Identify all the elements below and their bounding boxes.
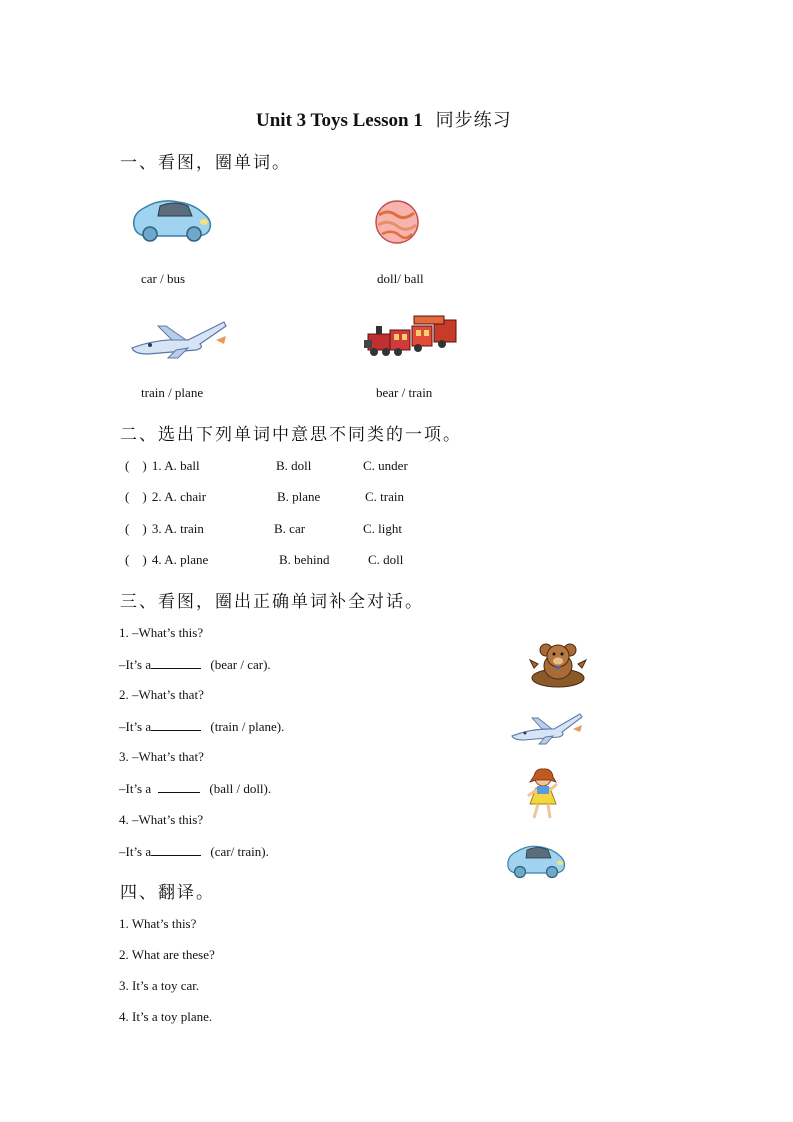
translation-item: 4. It’s a toy plane. bbox=[119, 1009, 213, 1024]
toy-car-picture bbox=[505, 842, 567, 880]
translation-item: 1. What’s this? bbox=[119, 916, 197, 931]
option-c: C. doll bbox=[368, 552, 404, 567]
dialog-question: 2. –What’s that? bbox=[119, 687, 204, 702]
dialog-question: 4. –What’s this? bbox=[119, 812, 204, 827]
option-c: C. train bbox=[365, 489, 404, 504]
option-a: 4. A. plane bbox=[151, 552, 209, 567]
section4-heading: 四、翻译。 bbox=[120, 883, 215, 903]
answer-blank[interactable] bbox=[151, 843, 201, 856]
answer-options: (car/ train). bbox=[210, 844, 269, 859]
answer-blank[interactable] bbox=[158, 780, 200, 793]
section1-item-plane-options: train / plane bbox=[141, 385, 204, 400]
dialog-answer bbox=[119, 780, 271, 797]
section1-item-ball-options: doll/ ball bbox=[377, 271, 424, 286]
toy-car-picture bbox=[130, 196, 214, 244]
answer-paren: ( ) bbox=[125, 521, 147, 536]
question-row bbox=[125, 489, 206, 505]
option-b: B. car bbox=[274, 521, 306, 536]
answer-options: (ball / doll). bbox=[209, 781, 272, 796]
plane-picture bbox=[510, 710, 584, 744]
dialog-question: 3. –What’s that? bbox=[119, 749, 204, 764]
title-chinese: 同步练习 bbox=[435, 110, 512, 131]
answer-paren: ( ) bbox=[125, 552, 147, 567]
plane-picture bbox=[128, 318, 230, 358]
section1-item-car-options: car / bus bbox=[141, 271, 186, 286]
answer-blank[interactable] bbox=[151, 718, 201, 731]
option-c: C. light bbox=[363, 521, 403, 536]
section1-item-train-options: bear / train bbox=[376, 385, 433, 400]
train-picture bbox=[362, 308, 460, 360]
answer-options: (bear / car). bbox=[210, 657, 271, 672]
answer-prefix: –It’s a bbox=[119, 657, 152, 672]
answer-paren: ( ) bbox=[125, 458, 147, 473]
question-row bbox=[125, 552, 208, 568]
answer-prefix: –It’s a bbox=[119, 844, 152, 859]
dialog-answer bbox=[119, 718, 284, 735]
translation-item: 3. It’s a toy car. bbox=[119, 978, 200, 993]
section1-heading: 一、看图，圈单词。 bbox=[120, 153, 291, 173]
doll-picture bbox=[526, 768, 560, 820]
option-a: 1. A. ball bbox=[151, 458, 200, 473]
answer-prefix: –It’s a bbox=[119, 719, 152, 734]
option-b: B. behind bbox=[279, 552, 330, 567]
page-title bbox=[256, 106, 512, 132]
dialog-answer bbox=[119, 656, 271, 673]
option-a: 3. A. train bbox=[151, 521, 204, 536]
title-english: Unit 3 Toys Lesson 1 bbox=[256, 110, 423, 131]
option-b: B. plane bbox=[277, 489, 321, 504]
dialog-answer bbox=[119, 843, 269, 860]
question-row bbox=[125, 458, 200, 474]
section3-heading: 三、看图，圈出正确单词补全对话。 bbox=[120, 592, 424, 612]
option-c: C. under bbox=[363, 458, 408, 473]
question-row bbox=[125, 521, 204, 537]
teddy-bear-picture bbox=[528, 642, 588, 688]
option-a: 2. A. chair bbox=[151, 489, 207, 504]
option-b: B. doll bbox=[276, 458, 312, 473]
ball-picture bbox=[374, 199, 420, 245]
section2-heading: 二、选出下列单词中意思不同类的一项。 bbox=[120, 425, 462, 445]
answer-paren: ( ) bbox=[125, 489, 147, 504]
answer-options: (train / plane). bbox=[210, 719, 285, 734]
dialog-question: 1. –What’s this? bbox=[119, 625, 204, 640]
answer-prefix: –It’s a bbox=[119, 781, 152, 796]
translation-item: 2. What are these? bbox=[119, 947, 215, 962]
answer-blank[interactable] bbox=[151, 656, 201, 669]
